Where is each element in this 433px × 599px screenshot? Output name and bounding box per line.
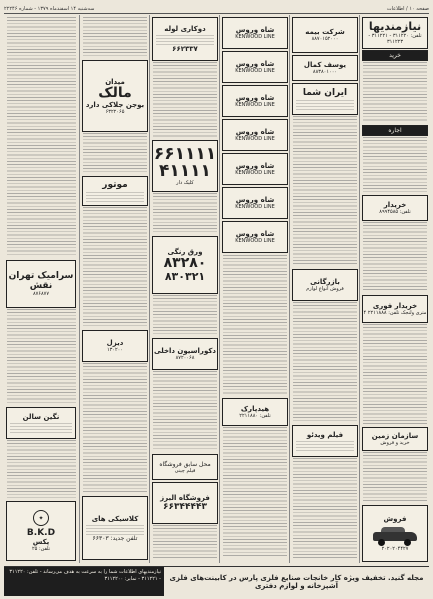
text-lines xyxy=(363,452,427,502)
text-lines xyxy=(363,324,427,424)
text-lines xyxy=(7,309,76,404)
text-lines xyxy=(83,133,147,173)
text-lines xyxy=(363,62,427,122)
column-6 xyxy=(4,15,79,563)
buy-heading: خرید xyxy=(362,50,428,61)
ad-box: دکوراسیون داخلی ۸۷۲۰۰۶۸ xyxy=(152,338,218,370)
ad-box: هیدپارک تلفن: ۲۲۱۱۸۸۰ xyxy=(222,398,288,426)
classifieds-title: نیازمندیها xyxy=(368,20,422,33)
repeat-ad: شاه وروس KENWOOD LINE xyxy=(222,85,288,117)
car-ad: فروش ۲۰۲۰۲۰۴۴۲۷ xyxy=(362,505,428,562)
ad-box: موتور xyxy=(82,176,148,206)
bkd-ad: ✦ B.K.D پکس تلفن: ۲۵ xyxy=(6,501,76,561)
ad-box: شرکت بیمه ۸۸۷۰۱۵۲۰۰۰ xyxy=(292,17,358,53)
text-lines xyxy=(223,427,287,557)
ad-box: خریدار فوری ۴ متری ولنجک تلفن: ۲۲۱۱۸۸۸ xyxy=(362,295,428,323)
ad-box: یوسف کمال ۸۸۳۸۰۱۰۰۰ xyxy=(292,55,358,81)
text-lines xyxy=(83,17,147,57)
ad-box: سرامیک تهران نقش ۸۷۶۸۷۷ xyxy=(6,260,76,308)
ad-box: ورق رنگی ۸۳۲۸۰ ۸۳۰۳۲۱ xyxy=(152,236,218,294)
text-lines xyxy=(153,193,217,233)
ad-box: میدان مالک بوجن جلاکی دارد ۶۳۲۲۰۶۵ xyxy=(82,60,148,132)
footer-right-banner: مجله گنید. تخفیف ویژه کار خانجات صنایع فلزی پارس در کابینت‌های فلزی آشپزخانه و لوازم دفتری xyxy=(169,573,424,590)
repeat-ad: شاه وروس KENWOOD LINE xyxy=(222,153,288,185)
text-lines xyxy=(363,222,427,292)
ad-box: سازمان زمین خرید و فروش xyxy=(362,427,428,451)
ad-box: بازرگانی فروش انواع لوازم xyxy=(292,269,358,301)
text-lines xyxy=(153,295,217,335)
page-header xyxy=(4,4,429,14)
page-footer xyxy=(4,566,429,596)
footer-left-notice: نیازمندیهای اطلاعات شما را به سرعت به هدف می‌رساند - تلفن: ۳۱۱۲۲۰ - ۳۱۱۲۲۱ - نمابر: ۳۱۱۲۲۰۰ xyxy=(4,567,164,596)
text-lines xyxy=(223,255,287,395)
ad-box: نگین سالن xyxy=(6,407,76,439)
brand-logo-icon: ✦ xyxy=(33,510,49,526)
text-lines xyxy=(7,440,76,498)
repeat-ad: شاه وروس KENWOOD LINE xyxy=(222,187,288,219)
ad-box: فیلم ویدئو xyxy=(292,425,358,457)
text-lines xyxy=(293,458,357,558)
big-phone-ad: ۶۶۱۱۱۱ ۴۱۱۱۱ کلیک دار xyxy=(152,140,218,192)
column-3 xyxy=(219,15,290,563)
repeat-ad: شاه وروس KENWOOD LINE xyxy=(222,221,288,253)
text-lines xyxy=(153,371,217,451)
column-classifieds xyxy=(359,15,430,563)
ad-box: خریدار تلفن: ۸۹۹۴۵۸۵ xyxy=(362,195,428,221)
ad-box: دیزل ۱۳۰۲۰۰ xyxy=(82,330,148,362)
repeat-ad: شاه وروس KENWOOD LINE xyxy=(222,17,288,49)
text-lines xyxy=(293,302,357,422)
text-lines xyxy=(153,62,217,137)
classifieds-phones: تلفن: ۳۱۱۲۲۰ - ۳۱۱۲۲۱ - ۳۱۱۲۲۳ xyxy=(368,33,422,45)
header-right: صفحه ۱۰ / اطلاعات xyxy=(386,5,429,12)
ad-box: محل سابق فروشگاه فیلم چینی xyxy=(152,454,218,480)
text-lines xyxy=(7,17,76,257)
newspaper-page xyxy=(4,4,429,595)
text-lines xyxy=(363,137,427,192)
ad-box: ایران شما xyxy=(292,83,358,115)
text-lines xyxy=(83,363,147,493)
repeat-ad: شاه وروس KENWOOD LINE xyxy=(222,51,288,83)
column-4 xyxy=(149,15,220,563)
column-2 xyxy=(289,15,360,563)
header-left: سه‌شنبه ۱۴ اسفندماه ۱۳۷۹ - شماره ۲۲۲۴۶ xyxy=(4,5,95,12)
classifieds-title-box xyxy=(362,17,428,49)
text-lines xyxy=(83,207,147,327)
repeat-ad: شاه وروس KENWOOD LINE xyxy=(222,119,288,151)
ad-box: دوکاری لوله ۶۶۲۳۳۷ xyxy=(152,17,218,61)
ad-box: فروشگاه البرز ۶۶۳۴۴۴۴۳ xyxy=(152,482,218,524)
text-lines xyxy=(153,525,217,559)
column-5 xyxy=(79,15,150,563)
ad-box: کلاسیکی های تلفن جدید: ۶۶۳۰۳ xyxy=(82,496,148,560)
text-lines xyxy=(293,116,357,266)
car-image xyxy=(371,526,419,546)
rent-heading: اجاره xyxy=(362,125,428,136)
